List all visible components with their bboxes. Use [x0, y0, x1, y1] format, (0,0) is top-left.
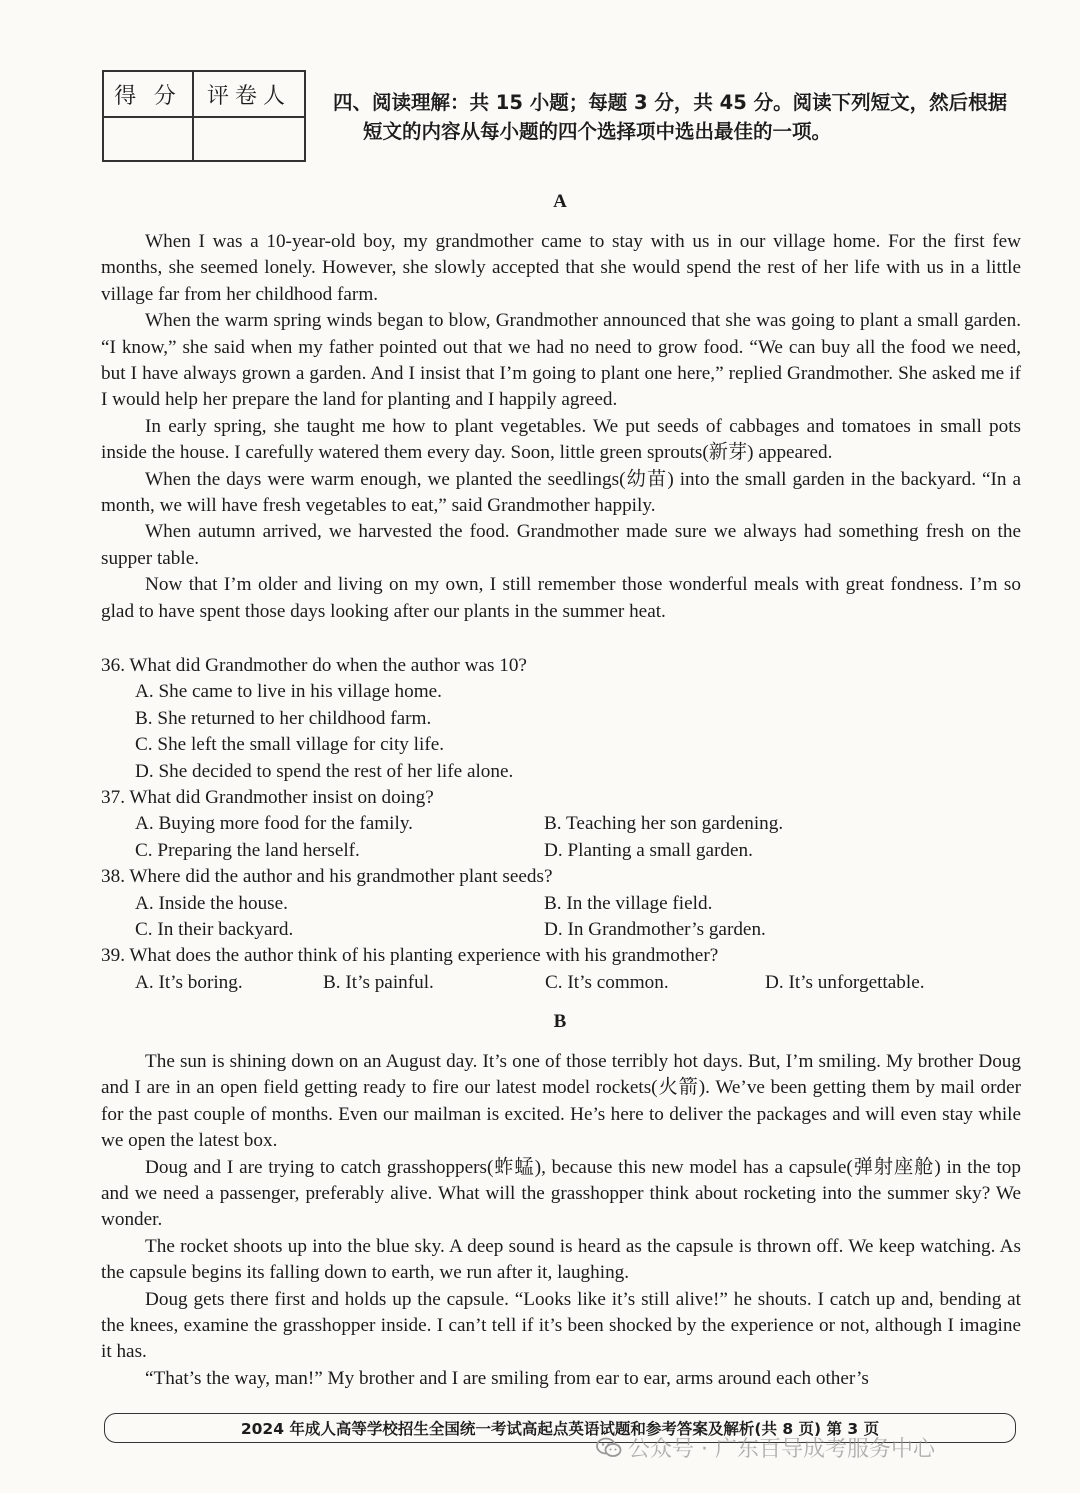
option: A. She came to live in his village home. — [135, 681, 442, 703]
question-stem: 38. Where did the author and his grandmother plant seeds? — [101, 866, 553, 888]
paragraph: Doug gets there first and holds up the capsule. “Looks like it’s still alive!” he shouts. I catch up and, bending at the knees, examine the grasshopper inside. I can’t tell if it’s been shocked by the experience or not, although I imagine it has. — [101, 1288, 1021, 1363]
option: B. She returned to her childhood farm. — [135, 707, 432, 729]
score-table — [102, 70, 306, 162]
question-38 — [101, 864, 1021, 943]
passage-b — [101, 1049, 1021, 1392]
option: D. Planting a small garden. — [544, 839, 753, 861]
grader-label: 评卷人 — [193, 71, 305, 117]
section-instruction — [333, 88, 1023, 146]
paragraph: Doug and I are trying to catch grasshoppers(蚱蜢), because this new model has a capsule(弹射座舱) in the top and we need a passenger, preferably alive. What will the grasshopper think about rocketing into the summer sky? We wonder. — [101, 1156, 1021, 1231]
option: A. Buying more food for the family. — [135, 813, 413, 835]
option: A. It’s boring. — [135, 971, 243, 993]
paragraph: The sun is shining down on an August day. It’s one of those terribly hot days. But, I’m smiling. My brother Doug and I are in an open field getting ready to fire our latest model rockets(火箭). We’ve been getting them by mail order for the past couple of months. Even our mailman is excited. He’s here to deliver the packages and will even stay while we open the latest box. — [101, 1051, 1021, 1152]
option: C. It’s common. — [545, 971, 669, 993]
option: D. In Grandmother’s garden. — [544, 919, 766, 941]
paragraph: When I was a 10-year-old boy, my grandmother came to stay with us in our village home. For the first few months, she seemed lonely. However, she slowly accepted that she would spend the rest of her life with us in a little village far from her childhood farm. — [101, 231, 1021, 305]
option: D. She decided to spend the rest of her life alone. — [135, 760, 514, 782]
question-39 — [101, 943, 1021, 996]
paragraph: In early spring, she taught me how to plant vegetables. We put seeds of cabbages and tomatoes in small pots inside the house. I carefully watered them every day. Soon, little green sprouts(新芽) appeared. — [101, 415, 1021, 464]
paragraph: When the days were warm enough, we planted the seedlings(幼苗) into the small garden in the backyard. “In a month, we will have fresh vegetables to eat,” said Grandmother happily. — [101, 468, 1021, 517]
paragraph: “That’s the way, man!” My brother and I are smiling from ear to ear, arms around each other’s — [145, 1367, 869, 1389]
passage-a-title: A — [553, 191, 567, 212]
paragraph: When the warm spring winds began to blow, Grandmother announced that she was going to plant a small garden. “I know,” she said when my father pointed out that we had no need to grow food. “We can buy all the food we need, but I have always grown a garden. And I insist that I’m going to plant one here,” replied Grandmother. She asked me if I would help her prepare the land for planting and I happily agreed. — [101, 310, 1021, 411]
wechat-icon — [596, 1437, 622, 1459]
option: B. In the village field. — [544, 892, 713, 914]
page-footer: 2024 年成人高等学校招生全国统一考试高起点英语试题和参考答案及解析(共 8 页) 第 3 页 — [104, 1413, 1016, 1443]
paragraph: When autumn arrived, we harvested the food. Grandmother made sure we always had something fresh on the supper table. — [101, 521, 1021, 569]
option: C. She left the small village for city life. — [135, 734, 445, 756]
instruction-line-2: 短文的内容从每小题的四个选择项中选出最佳的一项。 — [363, 120, 832, 143]
option: B. It’s painful. — [323, 971, 434, 993]
score-label: 得 分 — [103, 71, 193, 117]
question-37 — [101, 785, 1021, 864]
question-list — [101, 653, 1021, 996]
option: A. Inside the house. — [135, 892, 288, 914]
passage-b-title: B — [553, 1011, 567, 1032]
option: D. It’s unforgettable. — [765, 971, 925, 993]
question-stem: 36. What did Grandmother do when the author was 10? — [101, 655, 527, 676]
question-stem: 39. What does the author think of his planting experience with his grandmother? — [101, 945, 719, 967]
instruction-line-1: 四、阅读理解：共 15 小题；每题 3 分，共 45 分。阅读下列短文，然后根据 — [333, 91, 1008, 114]
paragraph: Now that I’m older and living on my own, I still remember those wonderful meals with great fondness. I’m so glad to have spent those days looking after our plants in the summer heat. — [101, 574, 1021, 622]
passage-a — [101, 229, 1021, 625]
paragraph: The rocket shoots up into the blue sky. A deep sound is heard as the capsule is thrown off. We keep watching. As the capsule begins its falling down to earth, we run after it, laughing. — [101, 1235, 1021, 1284]
option: B. Teaching her son gardening. — [544, 813, 784, 835]
watermark — [596, 1432, 935, 1463]
question-stem: 37. What did Grandmother insist on doing? — [101, 787, 434, 809]
question-36 — [101, 653, 1021, 785]
grader-cell — [193, 117, 305, 161]
score-cell — [103, 117, 193, 161]
option: C. Preparing the land herself. — [135, 839, 360, 861]
watermark-text: 公众号 · 广东百导成考服务中心 — [628, 1437, 935, 1462]
option: C. In their backyard. — [135, 919, 294, 941]
